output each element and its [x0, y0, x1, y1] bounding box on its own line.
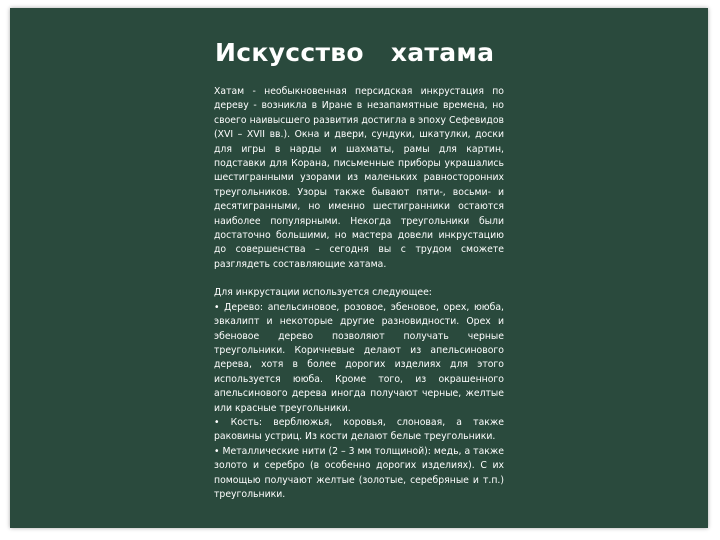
intro-paragraph: Хатам - необыкновенная персидская инкрустация по дереву - возникла в Иране в незапамятные времена, но своего наивысшего развития достигла в эпоху Сефевидов (XVI – XVII вв.). Окна и двери, сундуки, шкатулки, доски для игры в нарды и шахматы, рамы для картин, подставки для Корана, письменные приборы украшались шестигранными узорами из маленьких равносторонних треугольников. Узоры также бывают пяти-, восьми- и десятигранными, но именно шестигранники остаются наиболее популярными. Некогда треугольники были достаточно большими, но мастера довели инкрустацию до совершенства – сегодня вы с трудом сможете разглядеть составляющие хатама.: [214, 86, 504, 270]
slide-title: Искусство хатама: [215, 38, 495, 67]
materials-wood-item: • Дерево: апельсиновое, розовое, эбеновое, орех, ююба, эвкалипт и некоторые другие разновидности. Орех и эбеновое дерево позволяют получать черные треугольники. Коричневые делают из апельсинового дерева, хотя в более дорогих изделиях для этого используется ююба. Кроме того, из окрашенного апельсинового дерева иногда получают черные, желтые или красные треугольники.: [214, 301, 504, 414]
materials-bone-item: • Кость: верблюжья, коровья, слоновая, а также раковины устриц. Из кости делают белые треугольники.: [214, 416, 504, 443]
materials-metal-item: • Металлические нити (2 – 3 мм толщиной): медь, а также золото и серебро (в особенно дорогих изделиях). С их помощью получают желтые (золотые, серебряные и т.п.) треугольники.: [214, 445, 504, 500]
slide: [10, 8, 708, 528]
materials-intro: Для инкрустации используется следующее:: [214, 287, 432, 299]
slide-body: [214, 85, 504, 502]
paragraph-gap: [214, 272, 504, 286]
